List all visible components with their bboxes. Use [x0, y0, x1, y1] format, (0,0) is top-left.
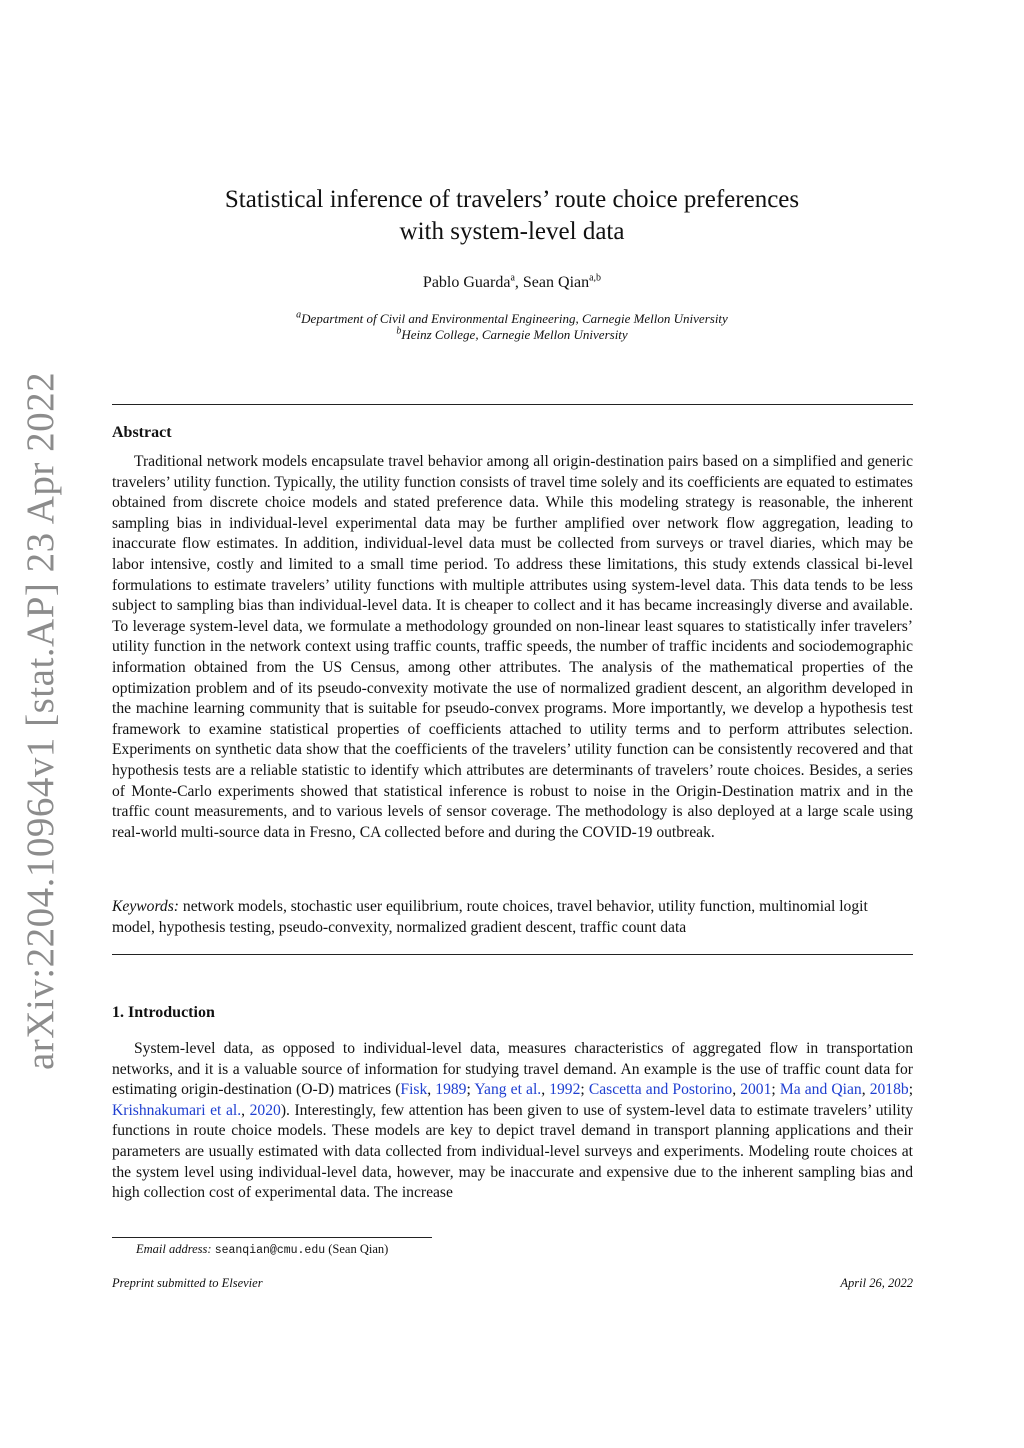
citation-separator: , — [427, 1081, 436, 1099]
section-heading-introduction: 1. Introduction — [112, 1004, 215, 1021]
intro-text: System-level data, as opposed to individual-level data, measures characteristics of aggregated flow in transportation networks, and it is a valuable source of information for studying travel demand. An example is the use of traffic count data for estimating origin-destination (O-D) matrices ( — [112, 1040, 913, 1099]
author-list — [112, 274, 912, 292]
author-separator: , — [514, 274, 523, 291]
citation-link[interactable]: 1992 — [549, 1081, 581, 1099]
footer-preprint: Preprint submitted to Elsevier — [112, 1276, 263, 1290]
footnote-name: (Sean Qian) — [325, 1242, 389, 1256]
paper-title — [112, 184, 912, 248]
intro-text: ). Interestingly, few attention has been given to use of system-level data to estimate travelers’ utility functions in route choice models. These models are key to depict travel demand in transport planning applications and their parameters are usually estimated with data collected from individual-level surveys and experiments. Modeling route choices at the system level using individual-level data, however, may be inaccurate and expensive due to the inherent sampling bias and high collection cost of experimental data. The increase — [112, 1101, 913, 1202]
abstract-heading: Abstract — [112, 424, 172, 441]
footnote-rule — [112, 1237, 432, 1238]
citation-link[interactable]: Cascetta and Postorino — [588, 1081, 733, 1099]
abstract-bottom-rule — [112, 954, 913, 955]
abstract-text: Traditional network models encapsulate travel behavior among all origin-destination pairs based on a simplified and generic travelers’ utility function. Typically, the utility function consists of travel time solely and its coefficients are equated to estimates obtained from discrete choice models and stated preference data. While this modeling strategy is reasonable, the inherent sampling bias in individual-level experimental data may be further amplified over network flow aggregation, leading to inaccurate flow estimates. In addition, individual-level data must be collected from surveys or travel diaries, which may be labor intensive, costly and limited to a small time period. To address these limitations, this study extends classical bi-level formulations to estimate travelers’ utility functions with multiple attributes using system-level data. This data tends to be less subject to sampling bias than individual-level data. It is cheaper to collect and it has became increasingly diverse and available. To leverage system-level data, we formulate a methodology grounded on non-linear least squares to statistically infer travelers’ utility function in the network context using traffic counts, traffic speeds, the number of traffic incidents and sociodemographic information obtained from the US Census, among other attributes. The analysis of the mathematical properties of the optimization problem and of its pseudo-convexity motivate the use of normalized gradient descent, an algorithm developed in the machine learning community that is suitable for pseudo-convex programs. More importantly, we develop a hypothesis test framework to examine statistical properties of coefficients attached to utility terms and to perform attributes selection. Experiments on synthetic data show that the coefficients of the travelers’ utility function can be consistently recovered and that hypothesis tests are a reliable statistic to identify which attributes are determinants of travelers’ route choices. Besides, a series of Monte-Carlo experiments showed that statistical inference is robust to noise in the Origin-Destination matrix and in the traffic count measurements, and to various levels of sensor coverage. The methodology is also deployed at a large scale using real-world multi-source data in Fresno, CA collected before and during the COVID-19 outbreak. — [112, 453, 913, 841]
affiliation-text: Department of Civil and Environmental Engineering, Carnegie Mellon University — [301, 311, 728, 326]
citation-link[interactable]: 2020 — [249, 1101, 281, 1119]
author-name: Sean Qian — [522, 274, 590, 291]
abstract-top-rule — [112, 404, 913, 405]
citation-separator: ; — [466, 1081, 475, 1099]
footnote-label: Email address: — [136, 1242, 212, 1256]
affiliation-marker: a,b — [589, 272, 602, 284]
title-line-2: with system-level data — [399, 218, 625, 245]
arxiv-identifier: arXiv:2204.10964v1 [stat.AP] 23 Apr 2022 — [19, 371, 62, 1070]
footnote-email: seanqian@cmu.edu — [214, 1244, 326, 1257]
affiliation-marker: a — [296, 309, 302, 321]
citation-link[interactable]: 2001 — [740, 1081, 772, 1099]
citation-link[interactable]: Ma and Qian — [779, 1081, 862, 1099]
citation-separator: , — [241, 1101, 250, 1119]
keywords-text: network models, stochastic user equilibrium, route choices, travel behavior, utility function, multinomial logit model, hypothesis testing, pseudo-convexity, normalized gradient descent, traffic count data — [112, 898, 868, 936]
author-name: Pablo Guarda — [422, 274, 511, 291]
affiliation-text: Heinz College, Carnegie Mellon University — [401, 327, 628, 342]
keywords — [112, 897, 913, 938]
citation-link[interactable]: 2018b — [869, 1081, 909, 1099]
citation-separator: ; — [908, 1081, 914, 1099]
keywords-label: Keywords: — [112, 898, 179, 915]
citation-link[interactable]: Fisk — [400, 1081, 428, 1099]
citation-link[interactable]: 1989 — [435, 1081, 467, 1099]
affiliation-marker: a — [510, 272, 515, 284]
citation-separator: ; — [580, 1081, 589, 1099]
title-line-1: Statistical inference of travelers’ route choice preferences — [224, 186, 800, 213]
citation-separator: , — [861, 1081, 870, 1099]
citation-link[interactable]: Krishnakumari et al. — [112, 1101, 242, 1119]
footer-date: April 26, 2022 — [840, 1276, 913, 1290]
citation-separator: ; — [771, 1081, 780, 1099]
affiliation-b — [112, 327, 912, 343]
introduction-paragraph — [112, 1039, 913, 1204]
affiliation-a — [112, 311, 912, 327]
citation-link[interactable]: Yang et al. — [474, 1081, 542, 1099]
affiliations — [112, 311, 912, 343]
citation-separator: , — [732, 1081, 741, 1099]
affiliation-marker: b — [396, 325, 402, 337]
citation-separator: , — [541, 1081, 550, 1099]
footnote — [136, 1242, 388, 1257]
